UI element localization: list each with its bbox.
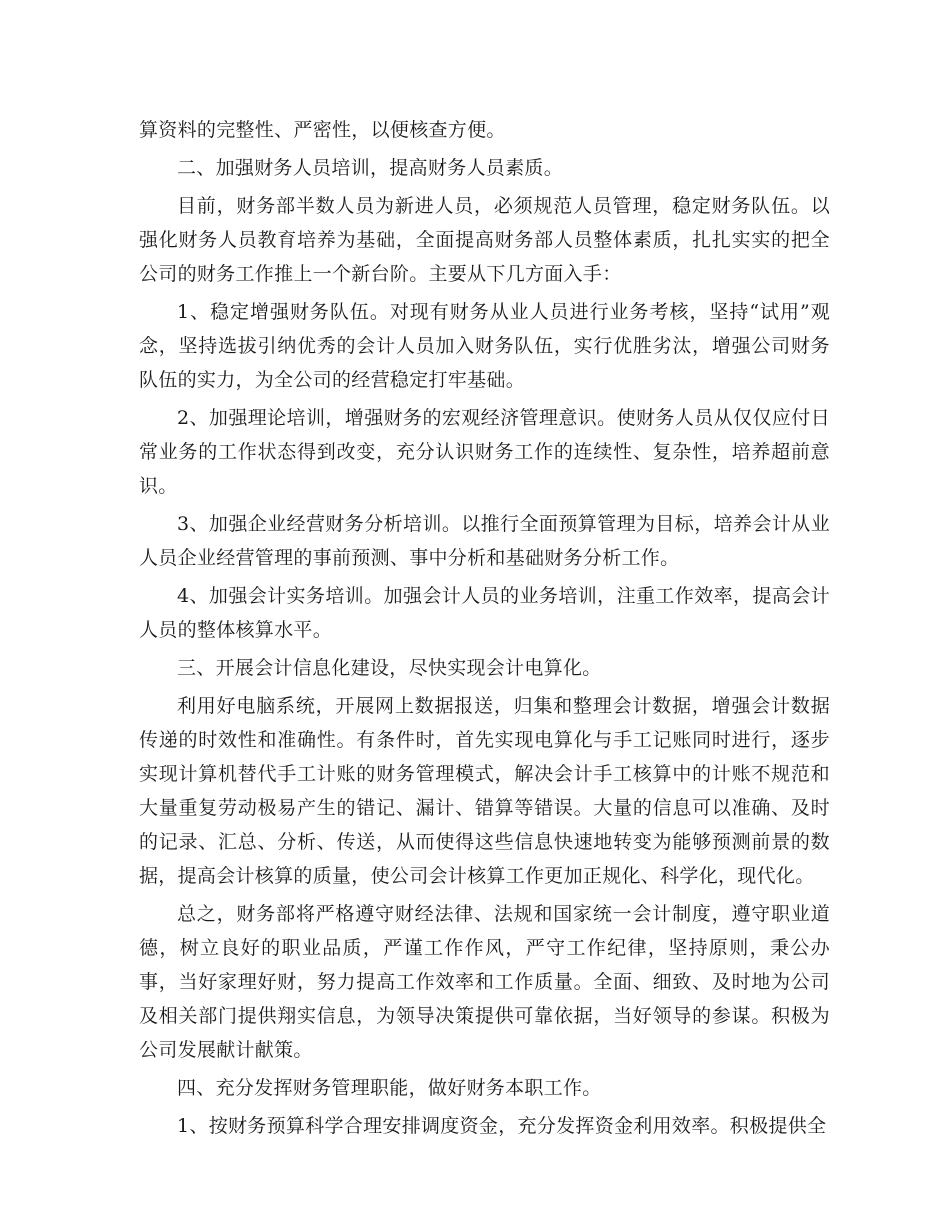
paragraph-computerization: 利用好电脑系统，开展网上数据报送，归集和整理会计数据，增强会计数据传递的时效性和准确性。有条件时，首先实现电算化与手工记账同时进行，逐步实现计算机替代手工计账的财务管理模式，解决会计手工核算中的计账不规范和大量重复劳动极易产生的错记、漏计、错算等错误。大量的信息可以准确、及时的记录、汇总、分析、传送，从而使得这些信息快速地转变为能够预测前景的数据，提高会计核算的质量，使公司会计核算工作更加正规化、科学化，现代化。 bbox=[139, 695, 830, 887]
paragraph-summary: 总之，财务部将严格遵守财经法律、法规和国家统一会计制度，遵守职业道德，树立良好的职业品质，严谨工作作风，严守工作纪律，坚持原则，秉公办事，当好家理好财，努力提高工作效率和工作质量。全面、细致、及时地为公司及相关部门提供翔实信息，为领导决策提供可靠依据，当好领导的参谋。积极为公司发展献计献策。 bbox=[139, 903, 830, 1061]
paragraph-item-3-analysis: 3、加强企业经营财务分析培训。以推行全面预算管理为目标，培养会计从业人员企业经营管理的事前预测、事中分析和基础财务分析工作。 bbox=[139, 513, 830, 569]
section-heading-management-functions: 四、充分发挥财务管理职能，做好财务本职工作。 bbox=[177, 1077, 602, 1099]
paragraph-item-1-funds: 1、按财务预算科学合理安排调度资金，充分发挥资金利用效率。积极提供全 bbox=[177, 1115, 827, 1137]
section-heading-informatization: 三、开展会计信息化建设，尽快实现会计电算化。 bbox=[177, 657, 602, 679]
paragraph-item-4-practice: 4、加强会计实务培训。加强会计人员的业务培训，注重工作效率，提高会计人员的整体核算水平。 bbox=[139, 585, 830, 641]
paragraph-continuation: 算资料的完整性、严密性，以便核查方便。 bbox=[139, 119, 506, 141]
paragraph-staff-intro: 目前，财务部半数人员为新进人员，必须规范人员管理，稳定财务队伍。以强化财务人员教育培养为基础，全面提高财务部人员整体素质，扎扎实实的把全公司的财务工作推上一个新台阶。主要从下几方面入手： bbox=[139, 195, 830, 285]
paragraph-item-2-theory: 2、加强理论培训，增强财务的宏观经济管理意识。使财务人员从仅仅应付日常业务的工作状态得到改变，充分认识财务工作的连续性、复杂性，培养超前意识。 bbox=[139, 407, 830, 497]
paragraph-item-1-team: 1、稳定增强财务队伍。对现有财务从业人员进行业务考核，坚持“试用”观念，坚持选拔引纳优秀的会计人员加入财务队伍，实行优胜劣汰，增强公司财务队伍的实力，为全公司的经营稳定打牢基础。 bbox=[139, 301, 830, 391]
section-heading-staff-training: 二、加强财务人员培训，提高财务人员素质。 bbox=[177, 157, 564, 179]
